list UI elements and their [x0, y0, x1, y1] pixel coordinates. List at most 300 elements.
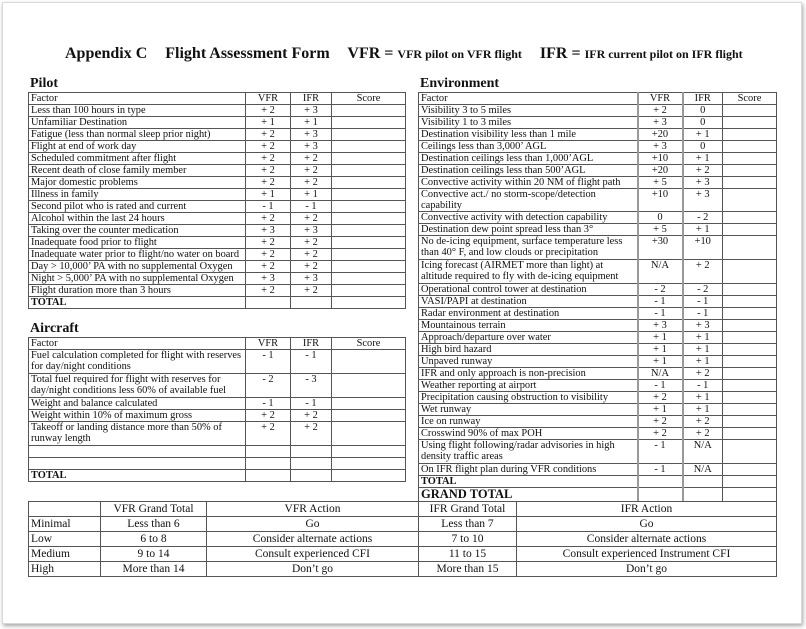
total-row-label: TOTAL [419, 476, 638, 488]
column-header-factor: Factor [419, 93, 638, 105]
ifr-points: + 3 [683, 320, 723, 332]
table-row [419, 440, 777, 464]
ifr-points: - 2 [683, 212, 723, 224]
factor-cell: Inadequate water prior to flight/no water on board [29, 249, 246, 261]
vfr-points: + 1 [638, 404, 683, 416]
vfr-points: N/A [638, 368, 683, 380]
vfr-points: + 2 [638, 105, 683, 117]
vfr-points: + 3 [638, 320, 683, 332]
table-row [29, 213, 406, 225]
risk-cell: Consult experienced CFI [207, 547, 419, 562]
vfr-points: - 2 [638, 284, 683, 296]
column-header-vfr: VFR [246, 93, 291, 105]
vfr-points: + 2 [246, 410, 291, 422]
vfr-points: - 1 [638, 464, 683, 476]
vfr-points: + 3 [246, 273, 291, 285]
table-row [419, 236, 777, 260]
score-input[interactable] [332, 398, 406, 410]
score-input[interactable] [723, 117, 777, 129]
score-input[interactable] [332, 225, 406, 237]
column-header-vfr: VFR [246, 338, 291, 350]
column-header: IFR Grand Total [419, 502, 517, 517]
vfr-total-row-input[interactable] [638, 476, 683, 488]
table-row [29, 153, 406, 165]
pilot-heading: Pilot [30, 76, 58, 91]
factor-cell: Illness in family [29, 189, 246, 201]
table-row [29, 374, 406, 398]
column-header [29, 502, 101, 517]
header-row [29, 93, 406, 105]
ifr-points: - 1 [291, 201, 332, 213]
score-input[interactable] [723, 284, 777, 296]
factor-cell: Using flight following/radar advisories in high density traffic areas [419, 440, 638, 464]
score-input[interactable] [723, 260, 777, 284]
table-row [419, 260, 777, 284]
ifr-points: + 2 [291, 422, 332, 446]
ifr-points: + 2 [683, 428, 723, 440]
factor-cell: Mountainous terrain [419, 320, 638, 332]
vfr-total-row-input[interactable] [246, 297, 291, 309]
column-header: VFR Grand Total [101, 502, 207, 517]
table-row [419, 368, 777, 380]
factor-cell: Inadequate food prior to flight [29, 237, 246, 249]
vfr-points: + 2 [246, 285, 291, 297]
ifr-points: + 2 [683, 368, 723, 380]
environment-table [418, 92, 777, 502]
score-input[interactable] [723, 344, 777, 356]
factor-cell: VASI/PAPI at destination [419, 296, 638, 308]
table-row [419, 344, 777, 356]
ifr-points: + 3 [291, 129, 332, 141]
vfr-eq: = [384, 45, 394, 62]
factor-cell: Unpaved runway [419, 356, 638, 368]
factor-cell: Destination dew point spread less than 3° [419, 224, 638, 236]
page-title [65, 45, 743, 63]
ifr-points: + 2 [291, 261, 332, 273]
score-input[interactable] [332, 141, 406, 153]
vfr-abbr: VFR [347, 45, 381, 62]
table-row [29, 237, 406, 249]
ifr-points: + 1 [291, 189, 332, 201]
risk-level: Low [29, 532, 101, 547]
score-grand-total-row-input[interactable] [723, 488, 777, 502]
score-input[interactable] [332, 189, 406, 201]
score-input[interactable] [723, 153, 777, 165]
factor-cell: High bird hazard [419, 344, 638, 356]
ifr-points: + 2 [291, 165, 332, 177]
header-row [419, 93, 777, 105]
factor-cell [29, 446, 246, 458]
risk-level: Minimal [29, 517, 101, 532]
factor-cell: Recent death of close family member [29, 165, 246, 177]
vfr-points: +10 [638, 189, 683, 212]
ifr-points: +10 [683, 236, 723, 260]
risk-cell: Go [517, 517, 777, 532]
score-input[interactable] [723, 440, 777, 464]
ifr-points: + 1 [683, 224, 723, 236]
table-row [29, 129, 406, 141]
ifr-grand-total-row-input[interactable] [683, 488, 723, 502]
vfr-points [246, 446, 291, 458]
risk-cell: 11 to 15 [419, 547, 517, 562]
vfr-points: + 2 [246, 237, 291, 249]
ifr-points: + 2 [683, 165, 723, 177]
aircraft-heading: Aircraft [30, 321, 79, 336]
ifr-points: + 1 [683, 356, 723, 368]
score-input[interactable] [332, 153, 406, 165]
factor-cell: On IFR flight plan during VFR conditions [419, 464, 638, 476]
score-input[interactable] [332, 201, 406, 213]
ifr-points: + 1 [683, 332, 723, 344]
vfr-points: + 2 [246, 213, 291, 225]
factor-cell: Second pilot who is rated and current [29, 201, 246, 213]
column-header-ifr: IFR [683, 93, 723, 105]
vfr-points: + 1 [638, 344, 683, 356]
vfr-points: - 1 [638, 440, 683, 464]
score-input[interactable] [332, 446, 406, 458]
ifr-points: + 3 [683, 189, 723, 212]
score-input[interactable] [723, 212, 777, 224]
ifr-points: N/A [683, 440, 723, 464]
ifr-points: - 1 [683, 308, 723, 320]
ifr-points: + 2 [291, 285, 332, 297]
table-row [419, 296, 777, 308]
score-total-row-input[interactable] [332, 470, 406, 482]
vfr-points: - 1 [246, 201, 291, 213]
vfr-points: + 2 [246, 153, 291, 165]
factor-cell: Radar environment at destination [419, 308, 638, 320]
score-input[interactable] [723, 392, 777, 404]
factor-cell: Unfamiliar Destination [29, 117, 246, 129]
vfr-points: + 2 [638, 416, 683, 428]
ifr-points: 0 [683, 141, 723, 153]
risk-cell: Consult experienced Instrument CFI [517, 547, 777, 562]
score-input[interactable] [332, 129, 406, 141]
risk-cell: More than 14 [101, 562, 207, 577]
column-header-ifr: IFR [291, 338, 332, 350]
ifr-points: N/A [683, 464, 723, 476]
vfr-points [246, 458, 291, 470]
score-input[interactable] [332, 213, 406, 225]
grand-total-row [419, 488, 777, 502]
risk-cell: Consider alternate actions [517, 532, 777, 547]
vfr-points: + 2 [246, 141, 291, 153]
table-row [419, 129, 777, 141]
factor-cell: Weight and balance calculated [29, 398, 246, 410]
table-row [29, 249, 406, 261]
score-input[interactable] [723, 320, 777, 332]
vfr-points: - 2 [246, 374, 291, 398]
score-input[interactable] [723, 165, 777, 177]
table-row [419, 332, 777, 344]
score-input[interactable] [723, 236, 777, 260]
ifr-total-row-input[interactable] [291, 470, 332, 482]
ifr-points: + 2 [291, 177, 332, 189]
score-input[interactable] [332, 165, 406, 177]
factor-cell: Crosswind 90% of max POH [419, 428, 638, 440]
header-row [29, 338, 406, 350]
vfr-points: + 2 [246, 261, 291, 273]
factor-cell: Major domestic problems [29, 177, 246, 189]
score-input[interactable] [332, 273, 406, 285]
factor-cell: Day > 10,000’ PA with no supplemental Oxygen [29, 261, 246, 273]
factor-cell: Icing forecast (AIRMET more than light) at altitude required to fly with de-icing equipment [419, 260, 638, 284]
score-total-row-input[interactable] [332, 297, 406, 309]
vfr-points: - 1 [246, 350, 291, 374]
score-input[interactable] [332, 458, 406, 470]
ifr-points: - 1 [683, 296, 723, 308]
vfr-points: + 3 [246, 225, 291, 237]
score-input[interactable] [723, 380, 777, 392]
score-input[interactable] [723, 296, 777, 308]
vfr-points: - 1 [638, 296, 683, 308]
factor-cell: Ice on runway [419, 416, 638, 428]
header-row [29, 502, 777, 517]
factor-cell: Destination ceilings less than 1,000’AGL [419, 153, 638, 165]
ifr-points: + 2 [291, 237, 332, 249]
table-row [29, 225, 406, 237]
score-input[interactable] [332, 422, 406, 446]
total-row [419, 476, 777, 488]
score-input[interactable] [723, 177, 777, 189]
ifr-points: + 2 [291, 213, 332, 225]
table-row [29, 189, 406, 201]
score-input[interactable] [723, 332, 777, 344]
risk-cell: Don’t go [517, 562, 777, 577]
table-row [419, 320, 777, 332]
score-input[interactable] [723, 368, 777, 380]
title-form: Flight Assessment Form [165, 45, 330, 62]
table-row [419, 117, 777, 129]
grand-total-row-label: GRAND TOTAL [419, 488, 638, 502]
factor-cell [29, 458, 246, 470]
score-input[interactable] [723, 105, 777, 117]
vfr-points: + 1 [246, 189, 291, 201]
vfr-points: +20 [638, 129, 683, 141]
ifr-points: - 2 [683, 284, 723, 296]
vfr-points: +30 [638, 236, 683, 260]
column-header: IFR Action [517, 502, 777, 517]
score-input[interactable] [723, 224, 777, 236]
table-row [29, 105, 406, 117]
risk-level: High [29, 562, 101, 577]
score-input[interactable] [723, 129, 777, 141]
risk-level: Medium [29, 547, 101, 562]
vfr-points: +10 [638, 153, 683, 165]
score-input[interactable] [332, 117, 406, 129]
score-input[interactable] [332, 285, 406, 297]
column-header-vfr: VFR [638, 93, 683, 105]
table-row [29, 201, 406, 213]
score-input[interactable] [332, 350, 406, 374]
vfr-grand-total-row-input[interactable] [638, 488, 683, 502]
score-input[interactable] [332, 237, 406, 249]
score-input[interactable] [332, 374, 406, 398]
ifr-points: 0 [683, 105, 723, 117]
factor-cell: Total fuel required for flight with reserves for day/night conditions less 60% of available fuel [29, 374, 246, 398]
ifr-points: + 1 [291, 117, 332, 129]
table-row [29, 165, 406, 177]
total-row [29, 297, 406, 309]
table-row [419, 464, 777, 476]
table-row [29, 350, 406, 374]
vfr-points: + 2 [246, 165, 291, 177]
pilot-table [28, 92, 406, 309]
factor-cell: Ceilings less than 3,000’ AGL [419, 141, 638, 153]
table-row [419, 284, 777, 296]
risk-cell: 7 to 10 [419, 532, 517, 547]
vfr-points: 0 [638, 212, 683, 224]
ifr-points: - 1 [291, 350, 332, 374]
table-row [29, 458, 406, 470]
factor-cell: Wet runway [419, 404, 638, 416]
table-row [419, 212, 777, 224]
factor-cell: Operational control tower at destination [419, 284, 638, 296]
vfr-points: + 3 [638, 141, 683, 153]
aircraft-table [28, 337, 406, 482]
table-row [29, 422, 406, 446]
factor-cell: Taking over the counter medication [29, 225, 246, 237]
table-row [29, 177, 406, 189]
factor-cell: Destination visibility less than 1 mile [419, 129, 638, 141]
ifr-points: + 2 [291, 410, 332, 422]
ifr-points: + 3 [683, 177, 723, 189]
ifr-points: + 2 [291, 249, 332, 261]
factor-cell: Precipitation causing obstruction to visibility [419, 392, 638, 404]
risk-row [29, 562, 777, 577]
environment-heading: Environment [420, 76, 500, 91]
risk-cell: Don’t go [207, 562, 419, 577]
vfr-points: + 2 [246, 129, 291, 141]
ifr-points [291, 446, 332, 458]
ifr-points: + 2 [683, 416, 723, 428]
risk-row [29, 517, 777, 532]
vfr-total-row-input[interactable] [246, 470, 291, 482]
factor-cell: Convective activity with detection capability [419, 212, 638, 224]
column-header-score: Score [723, 93, 777, 105]
table-row [29, 285, 406, 297]
factor-cell: Alcohol within the last 24 hours [29, 213, 246, 225]
score-input[interactable] [723, 356, 777, 368]
vfr-points: + 1 [638, 332, 683, 344]
factor-cell: Takeoff or landing distance more than 50% of runway length [29, 422, 246, 446]
table-row [419, 404, 777, 416]
table-row [419, 392, 777, 404]
score-input[interactable] [723, 416, 777, 428]
factor-cell: Convective activity within 20 NM of flight path [419, 177, 638, 189]
ifr-points: + 1 [683, 404, 723, 416]
score-input[interactable] [723, 428, 777, 440]
ifr-points: + 1 [683, 153, 723, 165]
ifr-points: + 3 [291, 105, 332, 117]
score-input[interactable] [723, 189, 777, 212]
vfr-points: + 5 [638, 177, 683, 189]
factor-cell: Visibility 3 to 5 miles [419, 105, 638, 117]
table-row [29, 446, 406, 458]
factor-cell: Night > 5,000’ PA with no supplemental Oxygen [29, 273, 246, 285]
table-row [29, 398, 406, 410]
factor-cell: Flight duration more than 3 hours [29, 285, 246, 297]
score-input[interactable] [332, 249, 406, 261]
vfr-points: + 5 [638, 224, 683, 236]
ifr-points: + 1 [683, 392, 723, 404]
score-input[interactable] [723, 404, 777, 416]
factor-cell: Weather reporting at airport [419, 380, 638, 392]
vfr-points: + 2 [246, 249, 291, 261]
vfr-points: + 3 [638, 117, 683, 129]
factor-cell: Destination ceilings less than 500’AGL [419, 165, 638, 177]
risk-cell: More than 15 [419, 562, 517, 577]
ifr-definition: IFR current pilot on IFR flight [584, 47, 743, 61]
table-row [419, 141, 777, 153]
column-header-score: Score [332, 338, 406, 350]
risk-cell: Less than 6 [101, 517, 207, 532]
score-input[interactable] [723, 464, 777, 476]
score-input[interactable] [332, 177, 406, 189]
score-input[interactable] [332, 410, 406, 422]
factor-cell: Flight at end of work day [29, 141, 246, 153]
table-row [419, 356, 777, 368]
table-row [29, 410, 406, 422]
score-input[interactable] [332, 261, 406, 273]
ifr-points: - 3 [291, 374, 332, 398]
table-row [419, 153, 777, 165]
ifr-total-row-input[interactable] [291, 297, 332, 309]
ifr-points: + 3 [291, 141, 332, 153]
table-row [419, 189, 777, 212]
ifr-points: 0 [683, 117, 723, 129]
score-total-row-input[interactable] [723, 476, 777, 488]
table-row [419, 165, 777, 177]
table-row [419, 105, 777, 117]
vfr-points: + 2 [638, 428, 683, 440]
factor-cell: Fatigue (less than normal sleep prior night) [29, 129, 246, 141]
table-row [419, 177, 777, 189]
risk-row [29, 532, 777, 547]
factor-cell: IFR and only approach is non-precision [419, 368, 638, 380]
risk-cell: 9 to 14 [101, 547, 207, 562]
table-row [419, 380, 777, 392]
factor-cell: Convective act./ no storm-scope/detection capability [419, 189, 638, 212]
table-row [29, 141, 406, 153]
column-header-factor: Factor [29, 338, 246, 350]
risk-cell: Consider alternate actions [207, 532, 419, 547]
ifr-points: + 2 [683, 260, 723, 284]
vfr-points: - 1 [246, 398, 291, 410]
score-input[interactable] [332, 105, 406, 117]
factor-cell: Scheduled commitment after flight [29, 153, 246, 165]
vfr-definition: VFR pilot on VFR flight [397, 47, 522, 61]
column-header-ifr: IFR [291, 93, 332, 105]
vfr-points: + 1 [638, 356, 683, 368]
table-row [29, 273, 406, 285]
vfr-points: + 1 [246, 117, 291, 129]
ifr-total-row-input[interactable] [683, 476, 723, 488]
total-row [29, 470, 406, 482]
table-row [29, 261, 406, 273]
score-input[interactable] [723, 308, 777, 320]
column-header: VFR Action [207, 502, 419, 517]
vfr-points: + 2 [638, 392, 683, 404]
title-appendix: Appendix C [65, 45, 148, 62]
table-row [419, 416, 777, 428]
factor-cell: Weight within 10% of maximum gross [29, 410, 246, 422]
vfr-points: - 1 [638, 380, 683, 392]
ifr-points [291, 458, 332, 470]
score-input[interactable] [723, 141, 777, 153]
risk-row [29, 547, 777, 562]
vfr-points: +20 [638, 165, 683, 177]
